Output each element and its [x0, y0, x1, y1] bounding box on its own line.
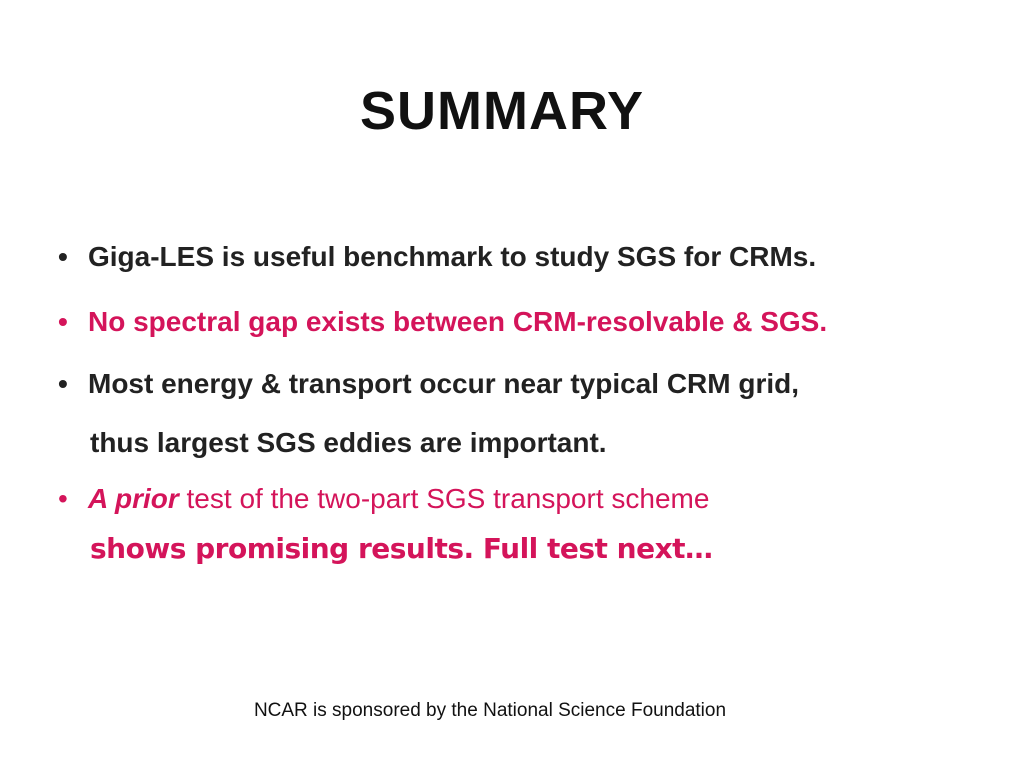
- bullet-text-4: test of the two-part SGS transport scheme: [178, 483, 710, 514]
- slide-title: SUMMARY: [360, 81, 644, 141]
- bullet-text-4-continuation: shows promising results. Full test next…: [90, 532, 713, 565]
- bullet-item-2: [58, 305, 827, 339]
- bullet-item-1: [58, 240, 816, 274]
- bullet-item-3: [58, 367, 799, 401]
- bullet-dot: •: [58, 241, 68, 272]
- bullet-text-2: No spectral gap exists between CRM-resolvable & SGS.: [88, 306, 828, 337]
- bullet-text-1: Giga-LES is useful benchmark to study SGS for CRMs.: [88, 241, 817, 272]
- bullet-dot: •: [58, 306, 68, 337]
- bullet-text-3: Most energy & transport occur near typical CRM grid,: [88, 368, 800, 399]
- bullet-emphasis-4: A prior: [88, 483, 179, 514]
- bullet-text-3-continuation: thus largest SGS eddies are important.: [90, 427, 607, 458]
- footer-sponsor: NCAR is sponsored by the National Science Foundation: [253, 700, 727, 721]
- bullet-dot: •: [58, 368, 68, 399]
- bullet-dot: •: [58, 483, 68, 514]
- bullet-item-4: [58, 482, 709, 516]
